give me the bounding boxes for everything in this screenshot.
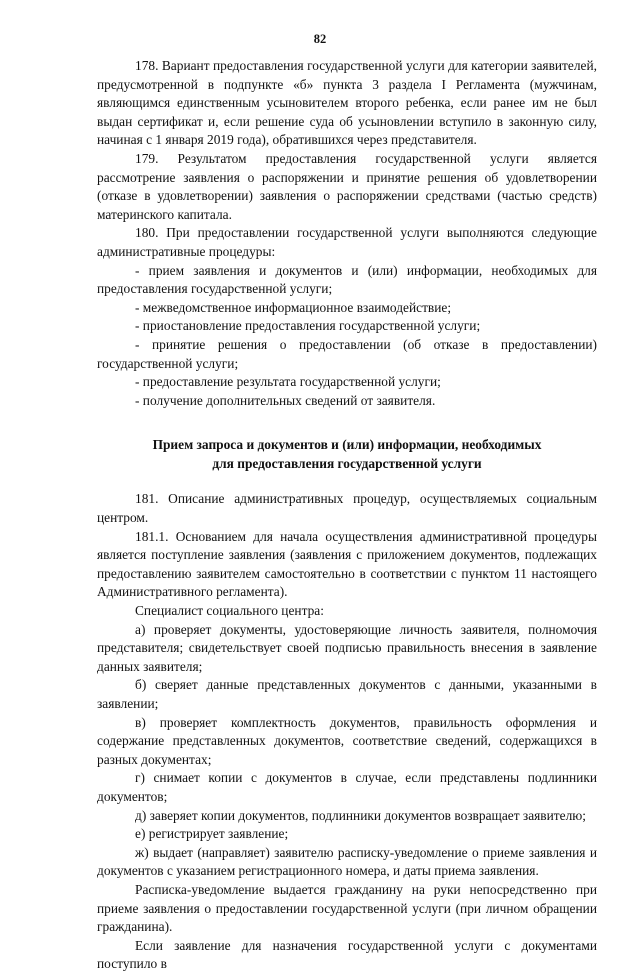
procedure-item: - получение дополнительных сведений от заявителя. — [135, 392, 436, 408]
paragraph-specialist: Специалист социального центра: — [135, 603, 324, 619]
paragraph-179: 179. Результатом предоставления государственной услуги является рассмотрение заявления о распоряжении и принятие решения об удовлетворении (отказе в удовлетворении) заявления о распоряжении средствами (частью средств) материнского капитала. — [97, 150, 597, 222]
action-list — [97, 621, 597, 881]
action-item: б) сверяет данные представленных документов с данными, указанными в заявлении; — [97, 677, 597, 711]
paragraph-180: 180. При предоставлении государственной услуги выполняются следующие административные процедуры: — [97, 225, 597, 259]
action-item: а) проверяет документы, удостоверяющие личность заявителя, полномочия представителя; свидетельствует своей подписью правильность внесения в заявление данных заявителя; — [97, 621, 597, 674]
section-heading-line: для предоставления государственной услуги — [212, 455, 482, 471]
action-item: ж) выдает (направляет) заявителю расписку-уведомление о приеме заявления и документов с указанием регистрационного номера, и даты приема заявления. — [97, 844, 597, 879]
procedure-item: - принятие решения о предоставлении (об отказе в предоставлении) государственной услуги; — [97, 336, 597, 371]
action-item: д) заверяет копии документов, подлинники документов возвращает заявителю; — [135, 807, 586, 823]
paragraph-receipt: Расписка-уведомление выдается гражданину на руки непосредственно при приеме заявления о предоставлении государственной услуги (при личном обращении гражданина). — [97, 881, 597, 935]
paragraph-181-1: 181.1. Основанием для начала осуществления административной процедуры является поступление заявления (заявления с приложением документов, подлежащих предоставлению заявителем самостоятельно в соответствии с пунктом 11 настоящего Административного регламента). — [97, 528, 597, 600]
page-number: 82 — [313, 32, 327, 46]
document-body — [97, 57, 597, 974]
procedure-list — [97, 262, 597, 411]
paragraph-181: 181. Описание административных процедур, осуществляемых социальным центром. — [97, 491, 597, 526]
paragraph-application: Если заявление для назначения государственной услуги с документами поступило в — [97, 937, 597, 972]
action-item: в) проверяет комплектность документов, правильность оформления и содержание представленных документов, соответствие сведений, содержащихся в разных документах; — [97, 714, 597, 767]
paragraph-178: 178. Вариант предоставления государственной услуги для категории заявителей, предусмотренной в подпункте «б» пункта 3 раздела I Регламента (мужчинам, являющимся единственным усыновителем второго ребенка, если ранее им не был выдан сертификат и, если решение суда об усыновлении вступило в законную силу, начиная с 1 января 2019 года), обратившихся через представителя. — [97, 58, 597, 148]
action-item: е) регистрирует заявление; — [135, 826, 289, 842]
section-heading-line: Прием запроса и документов и (или) информации, необходимых — [152, 437, 542, 453]
procedure-item: - межведомственное информационное взаимодействие; — [135, 299, 452, 315]
procedure-item: - предоставление результата государственной услуги; — [135, 374, 441, 390]
section-heading — [97, 436, 597, 473]
procedure-item: - приостановление предоставления государственной услуги; — [135, 318, 481, 334]
action-item: г) снимает копии с документов в случае, если представлены подлинники документов; — [97, 770, 597, 804]
procedure-item: - прием заявления и документов и (или) информации, необходимых для предоставления государственной услуги; — [97, 262, 597, 297]
